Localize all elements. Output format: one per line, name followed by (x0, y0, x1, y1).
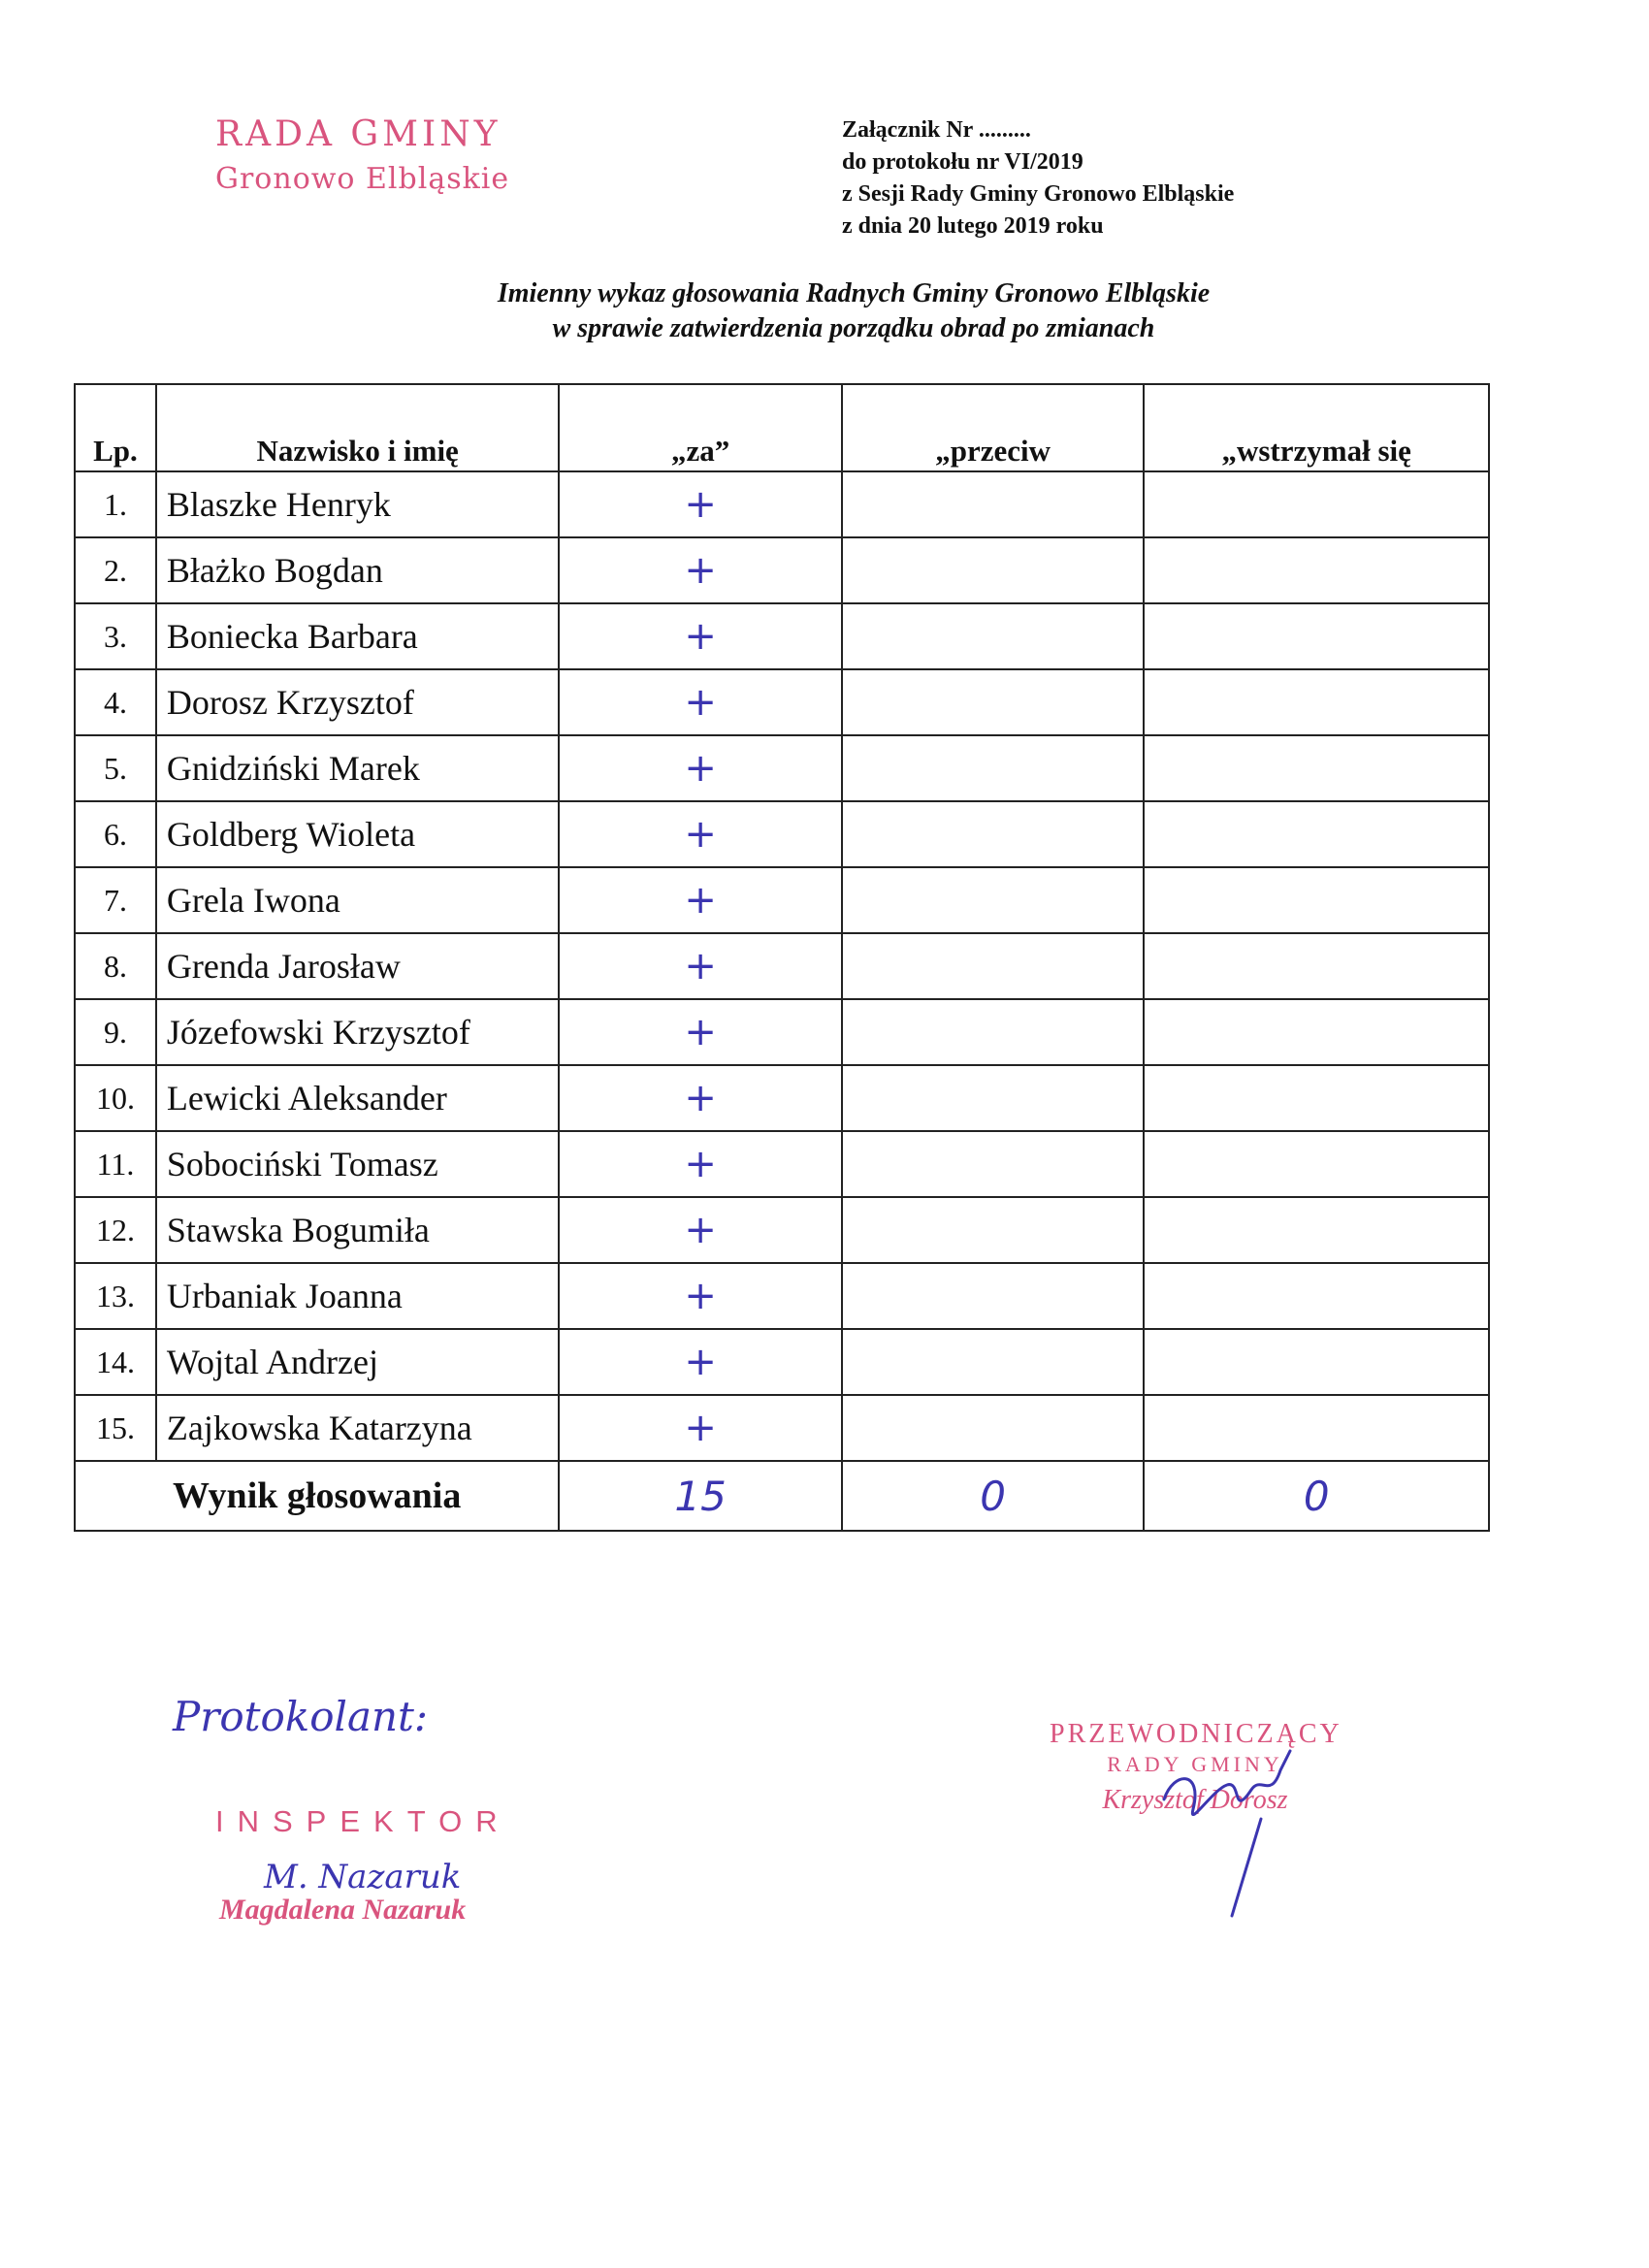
table-row (75, 999, 1489, 1065)
row-name: Blaszke Henryk (156, 471, 559, 537)
header-for: „za” (559, 384, 841, 471)
row-for-mark: + (559, 603, 841, 669)
row-lp: 10. (75, 1065, 156, 1131)
row-against-mark (842, 735, 1145, 801)
table-row (75, 603, 1489, 669)
row-for-mark: + (559, 537, 841, 603)
row-abstain-mark (1144, 1065, 1489, 1131)
table-row (75, 537, 1489, 603)
inspector-signature: M. Nazaruk (264, 1858, 462, 1896)
row-name: Zajkowska Katarzyna (156, 1395, 559, 1461)
row-name: Goldberg Wioleta (156, 801, 559, 867)
table-row (75, 1263, 1489, 1329)
row-against-mark (842, 537, 1145, 603)
table-row (75, 1131, 1489, 1197)
row-lp: 2. (75, 537, 156, 603)
header-lp: Lp. (75, 384, 156, 471)
row-for-mark: + (559, 801, 841, 867)
row-abstain-mark (1144, 735, 1489, 801)
row-lp: 11. (75, 1131, 156, 1197)
row-abstain-mark (1144, 537, 1489, 603)
row-against-mark (842, 1263, 1145, 1329)
result-against: 0 (842, 1461, 1145, 1531)
row-lp: 8. (75, 933, 156, 999)
row-name: Błażko Bogdan (156, 537, 559, 603)
header-abstain: „wstrzymał się (1144, 384, 1489, 471)
heading-line1: Imienny wykaz głosowania Radnych Gminy Gronowo Elbląskie (497, 278, 1211, 308)
row-against-mark (842, 1329, 1145, 1395)
annex-protocol: do protokołu nr VI/2019 (842, 149, 1083, 175)
document-heading (0, 276, 1649, 346)
header-name: Nazwisko i imię (156, 384, 559, 471)
row-for-mark: + (559, 1197, 841, 1263)
chair-stamp-line3: Krzysztof Dorosz (1102, 1785, 1288, 1815)
row-lp: 9. (75, 999, 156, 1065)
row-abstain-mark (1144, 867, 1489, 933)
row-against-mark (842, 1395, 1145, 1461)
row-against-mark (842, 801, 1145, 867)
table-row (75, 1197, 1489, 1263)
annex-session: z Sesji Rady Gminy Gronowo Elbląskie (842, 181, 1235, 207)
row-for-mark: + (559, 1329, 841, 1395)
result-for: 15 (559, 1461, 841, 1531)
row-name: Gnidziński Marek (156, 735, 559, 801)
recorder-label: Protokolant: (173, 1693, 429, 1740)
council-stamp-line1: RADA GMINY (215, 114, 501, 154)
row-against-mark (842, 669, 1145, 735)
table-row (75, 1065, 1489, 1131)
table-row (75, 735, 1489, 801)
table-row (75, 801, 1489, 867)
inspector-stamp: INSPEKTOR (215, 1804, 511, 1838)
row-against-mark (842, 471, 1145, 537)
row-against-mark (842, 603, 1145, 669)
table-row (75, 669, 1489, 735)
result-row (75, 1461, 1489, 1531)
row-against-mark (842, 867, 1145, 933)
chair-signature-scribble (1135, 1732, 1329, 1926)
row-abstain-mark (1144, 603, 1489, 669)
chair-stamp-line2: RADY GMINY (1107, 1752, 1283, 1776)
row-for-mark: + (559, 999, 841, 1065)
row-for-mark: + (559, 933, 841, 999)
inspector-name-stamp: Magdalena Nazaruk (219, 1894, 467, 1926)
table-row (75, 1329, 1489, 1395)
row-lp: 6. (75, 801, 156, 867)
vote-table (74, 383, 1490, 1532)
row-abstain-mark (1144, 1263, 1489, 1329)
row-for-mark: + (559, 471, 841, 537)
table-row (75, 1395, 1489, 1461)
row-name: Sobociński Tomasz (156, 1131, 559, 1197)
row-abstain-mark (1144, 1131, 1489, 1197)
row-name: Wojtal Andrzej (156, 1329, 559, 1395)
row-name: Grela Iwona (156, 867, 559, 933)
row-lp: 7. (75, 867, 156, 933)
row-against-mark (842, 1065, 1145, 1131)
row-name: Grenda Jarosław (156, 933, 559, 999)
row-abstain-mark (1144, 471, 1489, 537)
row-name: Urbaniak Joanna (156, 1263, 559, 1329)
row-against-mark (842, 1131, 1145, 1197)
row-for-mark: + (559, 1131, 841, 1197)
row-name: Boniecka Barbara (156, 603, 559, 669)
row-for-mark: + (559, 1065, 841, 1131)
header-against: „przeciw (842, 384, 1145, 471)
chair-stamp-line1: PRZEWODNICZĄCY (1050, 1719, 1342, 1749)
table-row (75, 471, 1489, 537)
row-abstain-mark (1144, 801, 1489, 867)
row-name: Józefowski Krzysztof (156, 999, 559, 1065)
row-abstain-mark (1144, 933, 1489, 999)
row-abstain-mark (1144, 669, 1489, 735)
annex-info (842, 114, 1234, 243)
table-header-row (75, 384, 1489, 471)
result-label: Wynik głosowania (75, 1461, 559, 1531)
table-row (75, 867, 1489, 933)
result-abstain: 0 (1144, 1461, 1489, 1531)
heading-line2: w sprawie zatwierdzenia porządku obrad po zmianach (552, 313, 1155, 343)
row-abstain-mark (1144, 1329, 1489, 1395)
row-abstain-mark (1144, 1197, 1489, 1263)
row-lp: 5. (75, 735, 156, 801)
row-against-mark (842, 999, 1145, 1065)
row-name: Dorosz Krzysztof (156, 669, 559, 735)
row-lp: 4. (75, 669, 156, 735)
row-lp: 1. (75, 471, 156, 537)
row-abstain-mark (1144, 999, 1489, 1065)
council-stamp (215, 114, 509, 196)
row-for-mark: + (559, 669, 841, 735)
row-for-mark: + (559, 1395, 841, 1461)
row-against-mark (842, 1197, 1145, 1263)
row-lp: 15. (75, 1395, 156, 1461)
row-against-mark (842, 933, 1145, 999)
row-for-mark: + (559, 1263, 841, 1329)
row-name: Lewicki Aleksander (156, 1065, 559, 1131)
row-for-mark: + (559, 735, 841, 801)
row-for-mark: + (559, 867, 841, 933)
row-lp: 13. (75, 1263, 156, 1329)
annex-date: z dnia 20 lutego 2019 roku (842, 213, 1104, 239)
row-lp: 14. (75, 1329, 156, 1395)
row-abstain-mark (1144, 1395, 1489, 1461)
table-row (75, 933, 1489, 999)
row-lp: 3. (75, 603, 156, 669)
row-lp: 12. (75, 1197, 156, 1263)
annex-number: Załącznik Nr ......... (842, 117, 1031, 143)
council-stamp-line2: Gronowo Elbląskie (215, 162, 510, 196)
row-name: Stawska Bogumiła (156, 1197, 559, 1263)
